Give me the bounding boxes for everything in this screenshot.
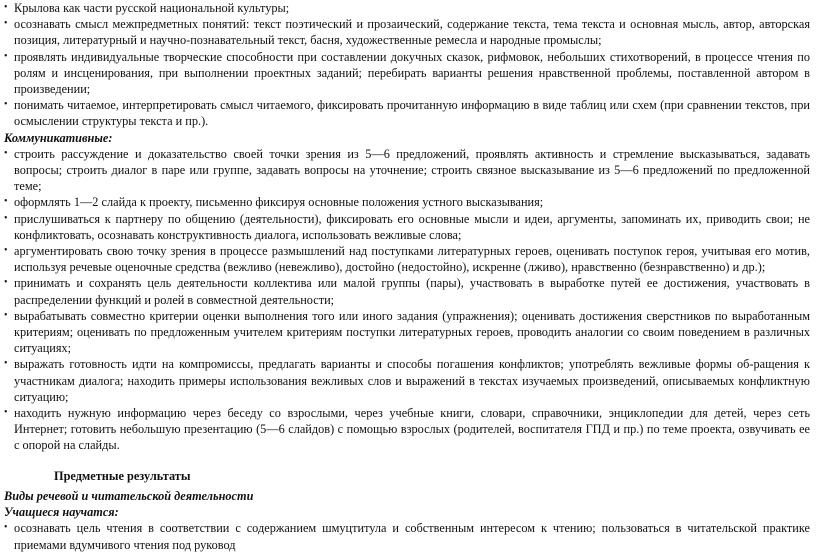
bullet-icon: •: [4, 522, 8, 534]
bullet-icon: •: [4, 245, 8, 257]
bullet-icon: •: [4, 196, 8, 208]
list-item: [4, 243, 810, 275]
subject-results-heading: Предметные результаты: [54, 468, 191, 483]
list-item-text: Крылова как части русской национальной культуры;: [14, 1, 290, 15]
list-item-text: оформлять 1—2 слайда к проекту, письменно фиксируя основные положения устного высказывания;: [14, 195, 544, 210]
list-item-text: проявлять индивидуальные творческие способности при составлении докучных сказок, рифмовок, небольших стихотворений, в процессе чтения по ролям и инсценирования, при выполнении проектных заданий; перебирать варианты решения нравственной проблемы, поставленной автором в произведении;: [14, 49, 810, 97]
list-item: [4, 275, 810, 307]
list-item: [4, 49, 810, 98]
reading-skills-list: [4, 520, 810, 552]
list-item: [4, 0, 810, 16]
communicative-heading: Коммуникативные:: [4, 130, 113, 145]
spacer: [4, 454, 810, 468]
list-item-text: принимать и сохранять цель деятельности коллектива или малой группы (пары), участвовать в выработке путей ее достижения, участвовать в распределении функций и ролей в совместной деятельности;: [14, 276, 810, 307]
bullet-icon: •: [4, 358, 8, 370]
list-item-text: вырабатывать совместно критерии оценки выполнения того или иного задания (упражнения); оценивать достижения сверстников по выработанным критериям; оценивать по предложенным учителем критериям поступки литературных героев, проводить аналогии со своим поведением в различных ситуациях;: [14, 308, 810, 356]
bullet-icon: •: [4, 147, 8, 159]
list-item: [4, 194, 810, 210]
communicative-list: [4, 146, 810, 454]
list-item-text: осознавать цель чтения в соответствии с содержанием шмуцтитула и собственным интересом к чтению; пользоваться в читательской практике приемами вдумчивого чтения под руковод: [14, 521, 810, 552]
students-heading: Учащиеся научатся:: [4, 505, 119, 520]
bullet-icon: •: [4, 18, 8, 30]
list-item-text: осознавать смысл межпредметных понятий: текст поэтический и прозаический, содержание текста, тема текста и основная мысль, автор, авторская позиция, литературный и научно-познавательный текст, басня, художественные ремесла и народные промыслы;: [14, 17, 810, 48]
list-item-text: прислушиваться к партнеру по общению (деятельности), фиксировать его основные мысли и идеи, аргументы, запоминать их, приводить свои; не конфликтовать, осознавать конструктивность диалога, использовать вежливые слова;: [14, 211, 810, 242]
bullet-icon: •: [4, 50, 8, 62]
list-item: [4, 97, 810, 129]
bullet-icon: •: [4, 212, 8, 224]
list-item-text: находить нужную информацию через беседу со взрослыми, через учебные книги, словари, справочники, энциклопедии для детей, через сеть Интернет; готовить небольшую презентацию (5—6 слайдов) с помощью взрослых (родителей, воспитателя ГПД и пр.) по теме проекта, озвучивать ее с опорой на слайды.: [14, 406, 810, 453]
section-heading: Виды речевой и читательской деятельности: [4, 488, 254, 503]
list-item: [4, 146, 810, 195]
list-item-text: аргументировать свою точку зрения в процессе размышлений над поступками литературных героев, оценивать поступок героя, учитывая его мотив, используя речевые оценочные средства (вежливо (невежливо), достойно (недостойно), искренне (лживо), нравственно (безнравственно) и др.);: [14, 244, 810, 275]
bullet-icon: •: [4, 309, 8, 321]
list-item-text: понимать читаемое, интерпретировать смысл читаемого, фиксировать прочитанную информацию в виде таблиц или схем (при сравнении текстов, при осмыслении структуры текста и пр.).: [14, 98, 810, 129]
list-item: [4, 405, 810, 454]
list-item: [4, 520, 810, 552]
list-item: [4, 16, 810, 48]
bullet-icon: •: [4, 407, 8, 419]
bullet-icon: •: [4, 277, 8, 289]
bullet-icon: •: [4, 99, 8, 111]
metasubject-list: [4, 0, 810, 130]
list-item-text: выражать готовность идти на компромиссы, предлагать варианты и способы погашения конфликтов; употреблять вежливые формы об-ращения к участникам диалога; находить примеры использования вежливых слов и выражений в текстах изучаемых произведений, описываемых конфликтную ситуацию;: [14, 357, 810, 404]
list-item: [4, 356, 810, 405]
list-item: [4, 211, 810, 243]
list-item-text: строить рассуждение и доказательство своей точки зрения из 5—6 предложений, проявлять активность и стремление высказываться, задавать вопросы; строить диалог в паре или группе, задавать вопросы на уточнение; строить связное высказывание из 5—6 предложений по предложенной теме;: [14, 146, 810, 194]
list-item: [4, 308, 810, 357]
bullet-icon: •: [4, 2, 8, 13]
